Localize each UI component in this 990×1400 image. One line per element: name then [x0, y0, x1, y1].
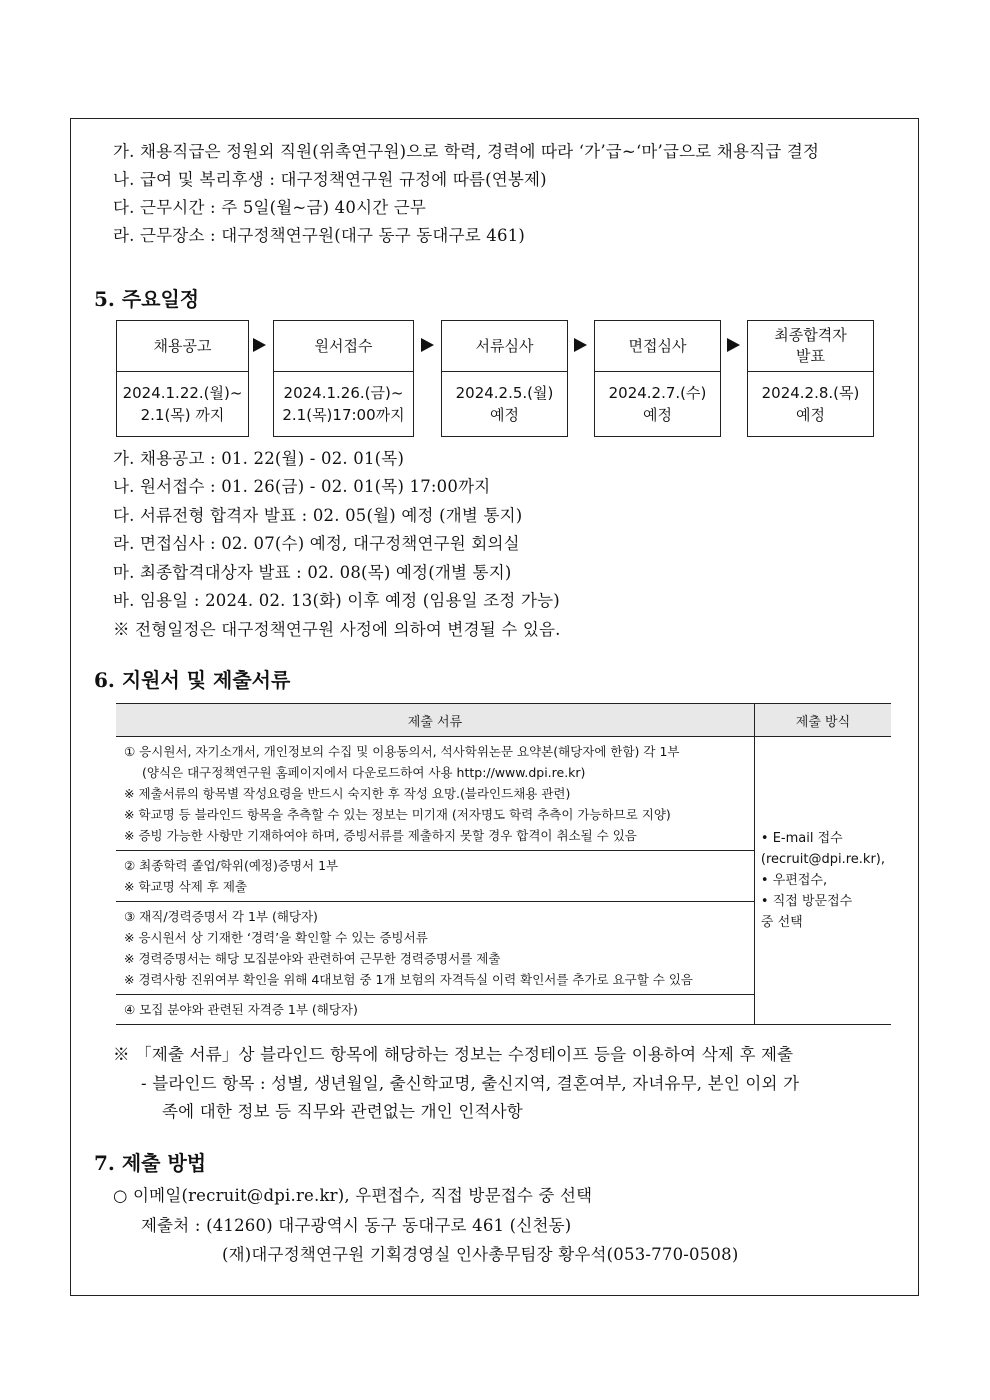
step-label: 최종합격자 발표 — [748, 321, 873, 372]
intro-line-4: 라. 근무장소 : 대구정책연구원(대구 동구 동대구로 461) — [113, 226, 526, 245]
arrow-right-icon — [421, 338, 434, 352]
table-header-row — [116, 704, 891, 737]
intro-line-3: 다. 근무시간 : 주 5일(월~금) 40시간 근무 — [113, 198, 427, 217]
docs-cell-1 — [116, 737, 754, 851]
section7-heading: 7. 제출 방법 — [94, 1151, 207, 1175]
documents-table — [116, 703, 891, 1025]
schedule-line-6: 바. 임용일 : 2024. 02. 13(화) 이후 예정 (임용일 조정 가능) — [113, 591, 560, 610]
schedule-line-3: 다. 서류전형 합격자 발표 : 02. 05(월) 예정 (개별 통지) — [113, 506, 523, 525]
schedule-line-4: 라. 면접심사 : 02. 07(수) 예정, 대구정책연구원 회의실 — [113, 534, 520, 553]
step-date: 2024.2.5.(월) 예정 — [455, 383, 554, 424]
method-line: • 우편접수, — [760, 873, 828, 888]
arrow-right-icon — [574, 338, 587, 352]
schedule-line-5: 마. 최종합격대상자 발표 : 02. 08(목) 예정(개별 통지) — [113, 563, 512, 582]
step-label: 면접심사 — [595, 321, 720, 372]
doc-line: ② 최종학력 졸업/학위(예정)증명서 1부 — [124, 858, 339, 873]
step-date: 2024.1.26.(금)~ 2.1(목)17:00까지 — [282, 383, 405, 424]
step-date: 2024.2.7.(수) 예정 — [608, 383, 707, 424]
blind-items-cont: 족에 대한 정보 등 직무와 관련없는 개인 인적사항 — [162, 1102, 523, 1121]
schedule-line-1: 가. 채용공고 : 01. 22(월) - 02. 01(목) — [113, 449, 405, 468]
step-label: 원서접수 — [274, 321, 413, 372]
schedule-step-4 — [594, 320, 721, 437]
column-header-docs: 제출 서류 — [116, 704, 754, 737]
doc-line: ※ 응시원서 상 기재한 ‘경력’을 확인할 수 있는 증빙서류 — [124, 930, 428, 945]
step-label: 서류심사 — [442, 321, 567, 372]
arrow-right-icon — [727, 338, 740, 352]
schedule-line-2: 나. 원서접수 : 01. 26(금) - 02. 01(목) 17:00까지 — [113, 477, 491, 496]
submit-contact-line: (재)대구정책연구원 기획경영실 인사총무팀장 황우석(053-770-0508) — [222, 1245, 739, 1264]
doc-line: ③ 재직/경력증명서 각 1부 (해당자) — [124, 909, 318, 924]
method-line: • 직접 방문접수 — [760, 894, 853, 909]
section6-heading: 6. 지원서 및 제출서류 — [94, 668, 291, 692]
doc-line: ※ 제출서류의 항목별 작성요령을 반드시 숙지한 후 작성 요망.(블라인드채용 관련) — [124, 786, 571, 801]
step-date: 2024.2.8.(목) 예정 — [761, 383, 860, 424]
schedule-step-1 — [116, 320, 249, 437]
method-line: (recruit@dpi.re.kr), — [760, 852, 885, 867]
schedule-step-5 — [747, 320, 874, 437]
doc-line: ④ 모집 분야와 관련된 자격증 1부 (해당자) — [124, 1002, 358, 1017]
method-line: • E-mail 접수 — [760, 831, 843, 846]
schedule-note: ※ 전형일정은 대구정책연구원 사정에 의하여 변경될 수 있음. — [113, 620, 561, 639]
section5-heading: 5. 주요일정 — [94, 287, 200, 311]
doc-line: (양식은 대구정책연구원 홈페이지에서 다운로드하여 사용 http://www.dpi.re.kr) — [142, 765, 586, 780]
intro-line-2: 나. 급여 및 복리후생 : 대구정책연구원 규정에 따름(연봉제) — [113, 170, 547, 189]
doc-line: ※ 학교명 등 블라인드 항목을 추측할 수 있는 정보는 미기재 (저자명도 학력 추측이 가능하므로 지양) — [124, 807, 671, 822]
doc-line: ※ 학교명 삭제 후 제출 — [124, 879, 247, 894]
blind-items: - 블라인드 항목 : 성별, 생년월일, 출신학교명, 출신지역, 결혼여부, 자녀유무, 본인 이외 가 — [141, 1074, 800, 1093]
submit-method-line: ○ 이메일(recruit@dpi.re.kr), 우편접수, 직접 방문접수 중 선택 — [113, 1186, 593, 1205]
schedule-step-3 — [441, 320, 568, 437]
schedule-step-2 — [273, 320, 414, 437]
step-date: 2024.1.22.(월)~ 2.1(목) 까지 — [122, 383, 243, 424]
table-row — [116, 737, 891, 851]
submit-address-line: 제출처 : (41260) 대구광역시 동구 동대구로 461 (신천동) — [141, 1216, 572, 1235]
arrow-right-icon — [253, 338, 266, 352]
doc-line: ① 응시원서, 자기소개서, 개인정보의 수집 및 이용동의서, 석사학위논문 요약본(해당자에 한함) 각 1부 — [124, 744, 680, 759]
docs-cell-4 — [116, 995, 754, 1025]
doc-line: ※ 경력사항 진위여부 확인을 위해 4대보험 중 1개 보험의 자격득실 이력 확인서를 추가로 요구할 수 있음 — [124, 972, 693, 987]
doc-line: ※ 증빙 가능한 사항만 기재하여야 하며, 증빙서류를 제출하지 못할 경우 합격이 취소될 수 있음 — [124, 828, 637, 843]
column-header-method: 제출 방식 — [754, 704, 891, 737]
method-cell — [754, 737, 891, 1025]
doc-line: ※ 경력증명서는 해당 모집분야와 관련하여 근무한 경력증명서를 제출 — [124, 951, 501, 966]
docs-cell-2 — [116, 851, 754, 902]
docs-cell-3 — [116, 902, 754, 995]
blind-note: ※ 「제출 서류」상 블라인드 항목에 해당하는 정보는 수정테이프 등을 이용하여 삭제 후 제출 — [113, 1045, 794, 1064]
method-line: 중 선택 — [760, 915, 803, 930]
step-label: 채용공고 — [117, 321, 248, 372]
intro-line-1: 가. 채용직급은 정원외 직원(위촉연구원)으로 학력, 경력에 따라 ‘가’급~‘마’급으로 채용직급 결정 — [113, 142, 820, 161]
